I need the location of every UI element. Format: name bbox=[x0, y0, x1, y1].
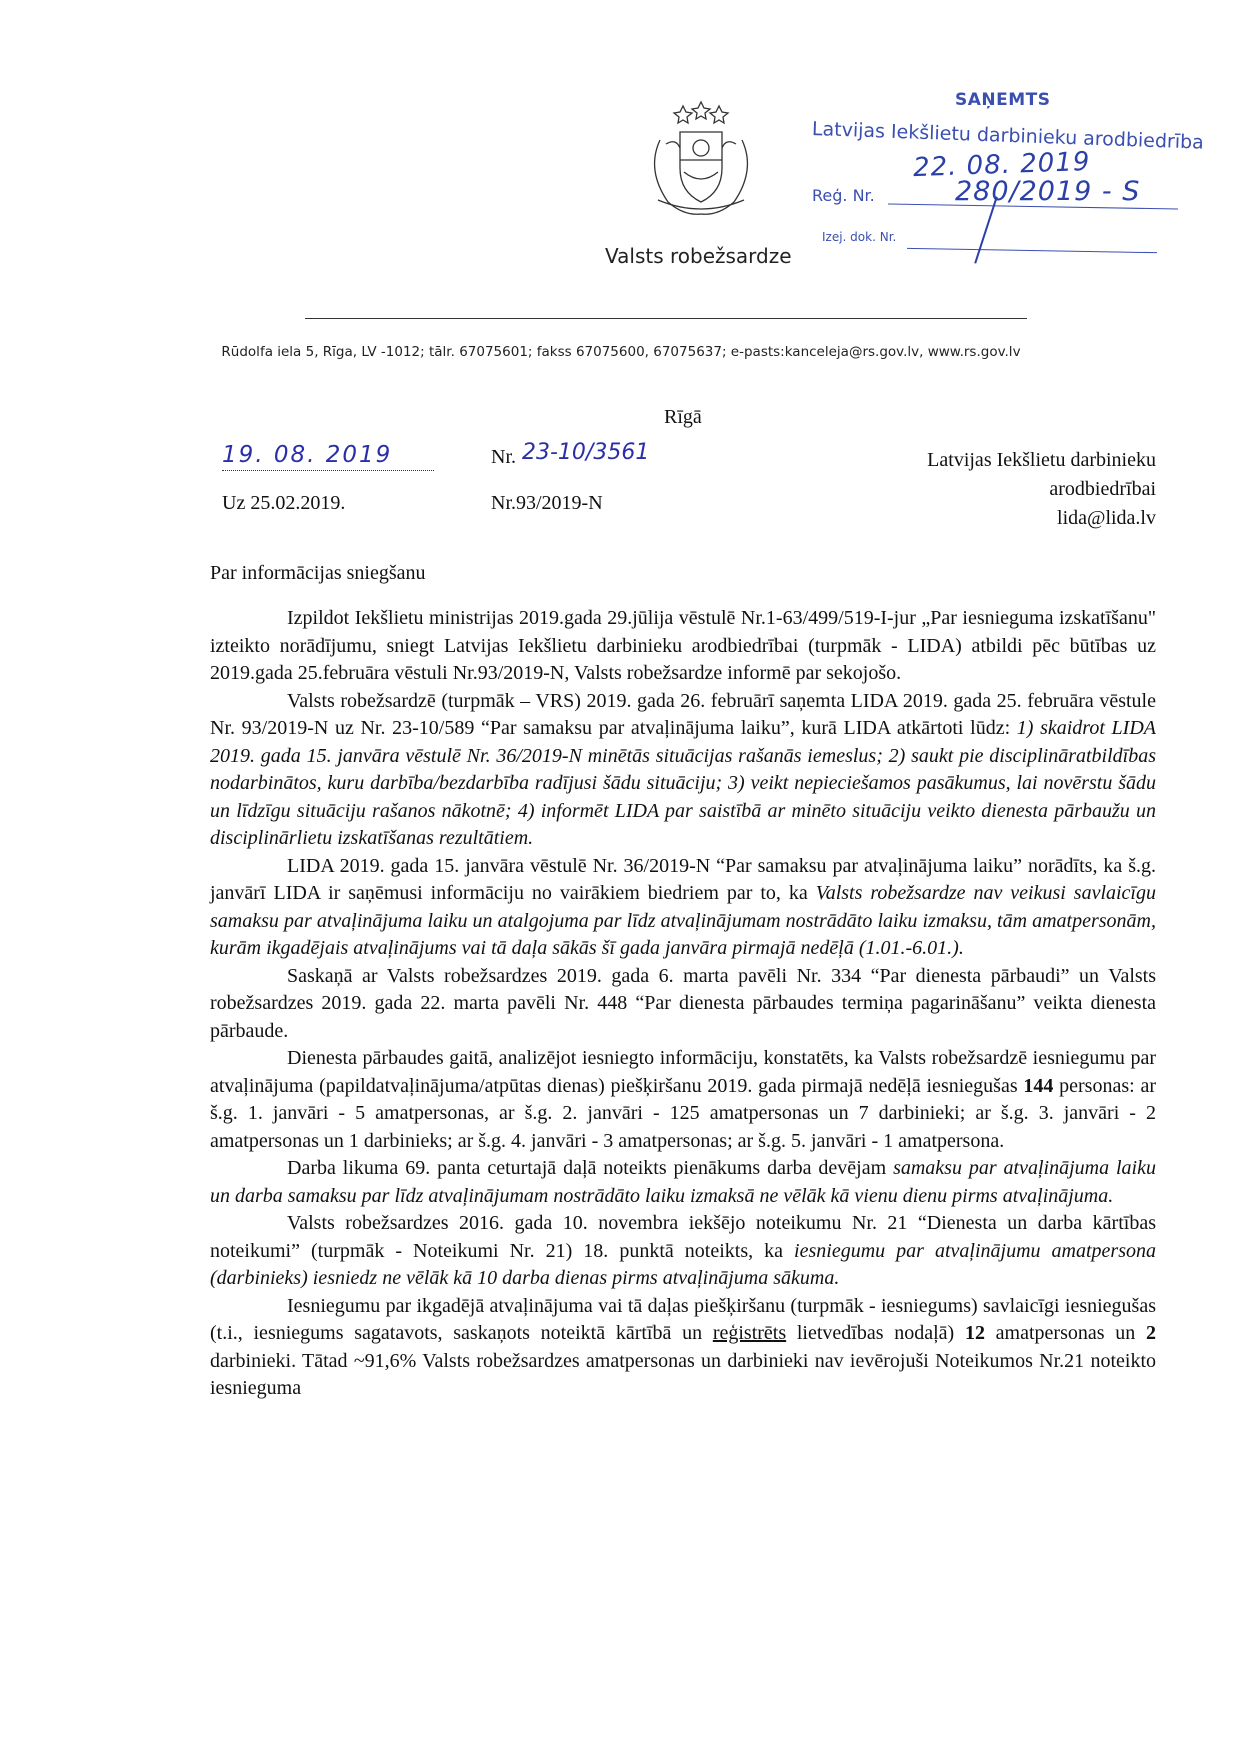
recipient-line-1: Latvijas Iekšlietu darbinieku bbox=[927, 449, 1156, 471]
stamp-reg-label: Reģ. Nr. bbox=[812, 186, 875, 205]
reference-number: Nr.93/2019-N bbox=[491, 492, 603, 514]
date-line bbox=[222, 470, 434, 471]
letter-body bbox=[210, 605, 1156, 1403]
document-date: 19. 08. 2019 bbox=[222, 442, 393, 468]
paragraph-7: Valsts robežsardzes 2016. gada 10. novembra iekšējo noteikumu Nr. 21 “Dienesta un darba kārtības noteikumi” (turpmāk - Noteikumi Nr. 21) 18. punktā noteikts, ka iesniegumu par atvaļinājumu amatpersona (darbinieks) iesniedz ne vēlāk kā 10 darba dienas pirms atvaļinājuma sākuma. bbox=[210, 1212, 1156, 1289]
stamp-date: 22. 08. 2019 bbox=[912, 146, 1091, 184]
paragraph-5: Dienesta pārbaudes gaitā, analizējot iesniegto informāciju, konstatēts, ka Valsts robežsardzē iesniegumu par atvaļinājuma (papildatvaļinājuma/atpūtas dienas) piešķiršanu 2019. gada pirmajā nedēļā iesniegušas 144 personas: ar š.g. 1. janvāri - 5 amatpersonas, ar š.g. 2. janvāri - 125 amatpersonas un 7 darbinieki; ar š.g. 3. janvāri - 2 amatpersonas un 1 darbinieks; ar š.g. 4. janvāri - 3 amatpersonas; ar š.g. 5. janvāri - 1 amatpersona. bbox=[210, 1047, 1156, 1152]
paragraph-2: Valsts robežsardzē (turpmāk – VRS) 2019. gada 26. februārī saņemta LIDA 2019. gada 25. februāra vēstule Nr. 93/2019-N uz Nr. 23-10/589 “Par samaksu par atvaļinājuma laiku”, kurā LIDA atkārtoti lūdz: 1) skaidrot LIDA 2019. gada 15. janvāra vēstulē Nr. 36/2019-N minētās situācijas rašanās iemeslus; 2) saukt pie disciplināratbildības nodarbinātos, kuru darbība/bezdarbība radījusi šādu situāciju; 3) veikt nepieciešamos pasākumus, lai novērstu šādu un līdzīgu situāciju rašanos nākotnē; 4) informēt LIDA par saistībā ar minēto situāciju veikto dienesta pārbaužu un disciplinārlietu izskatīšanas rezultātiem. bbox=[210, 689, 1156, 849]
contact-line: Rūdolfa iela 5, Rīga, LV -1012; tālr. 67075601; fakss 67075600, 67075637; e-pasts:kanceleja@rs.gov.lv, www.rs.gov.lv bbox=[221, 344, 1021, 360]
document-number: 23-10/3561 bbox=[522, 440, 650, 465]
recipient-block bbox=[927, 446, 1156, 533]
paragraph-3: LIDA 2019. gada 15. janvāra vēstulē Nr. 36/2019-N “Par samaksu par atvaļinājuma laiku” norādīts, ka š.g. janvārī LIDA ir saņēmusi informāciju no vairākiem biedriem par to, ka Valsts robežsardze nav veikusi savlaicīgu samaksu par atvaļinājuma laiku un atalgojuma par līdz atvaļinājumam nostrādāto laiku izmaksu, tām amatpersonām, kurām ikgadējais atvaļinājums vai tā daļa sākās šī gada janvāra pirmajā nedēļā (1.01.-6.01.). bbox=[210, 854, 1156, 959]
organization-name: Valsts robežsardze bbox=[605, 244, 792, 268]
stamp-title: SAŅEMTS bbox=[955, 90, 1051, 110]
coat-of-arms-emblem bbox=[640, 100, 762, 220]
document-number-prefix: Nr. bbox=[491, 446, 516, 468]
paragraph-8: Iesniegumu par ikgadējā atvaļinājuma vai tā daļas piešķiršanu (turpmāk - iesniegums) savlaicīgi iesniegušas (t.i., iesniegums sagatavots, saskaņots noteiktā kārtībā un reģistrēts lietvedības nodaļā) 12 amatpersonas un 2 darbinieki. Tātad ~91,6% Valsts robežsardzes amatpersonas un darbinieki nav ievērojuši Noteikumos Nr.21 noteikto iesnieguma bbox=[210, 1294, 1156, 1399]
stamp-izej-line bbox=[907, 248, 1157, 253]
paragraph-1: Izpildot Iekšlietu ministrijas 2019.gada 29.jūlija vēstulē Nr.1-63/499/519-I-jur „Par iesnieguma izskatīšanu" izteikto norādījumu, sniegt Latvijas Iekšlietu darbinieku arodbiedrībai (turpmāk - LIDA) atbildi pēc būtības uz 2019.gada 25.februāra vēstuli Nr.93/2019-N, Valsts robežsardze informē par sekojošo. bbox=[210, 607, 1156, 684]
recipient-line-2: arodbiedrībai bbox=[1049, 478, 1156, 500]
paragraph-6: Darba likuma 69. panta ceturtajā daļā noteikts pienākums darba devējam samaksu par atvaļinājuma laiku un darba samaksu par līdz atvaļinājumam nostrādāto laiku izmaksā ne vēlāk kā vienu dienu pirms atvaļinājuma. bbox=[210, 1157, 1156, 1207]
city: Rīgā bbox=[664, 406, 702, 428]
paragraph-4: Saskaņā ar Valsts robežsardzes 2019. gada 6. marta pavēli Nr. 334 “Par dienesta pārbaudi” un Valsts robežsardzes 2019. gada 22. marta pavēli Nr. 448 “Par dienesta pārbaudes termiņa pagarināšanu” veikta dienesta pārbaude. bbox=[210, 964, 1156, 1042]
stamp-izej-label: Izej. dok. Nr. bbox=[822, 230, 897, 244]
subject-line: Par informācijas sniegšanu bbox=[210, 562, 426, 584]
stamp-reg-value: 280/2019 - S bbox=[955, 176, 1141, 207]
header-divider bbox=[305, 318, 1027, 319]
reference-date: Uz 25.02.2019. bbox=[222, 492, 346, 514]
recipient-email: lida@lida.lv bbox=[1057, 507, 1156, 529]
stamp-organization: Latvijas Iekšlietu darbinieku arodbiedrība bbox=[811, 118, 1205, 154]
